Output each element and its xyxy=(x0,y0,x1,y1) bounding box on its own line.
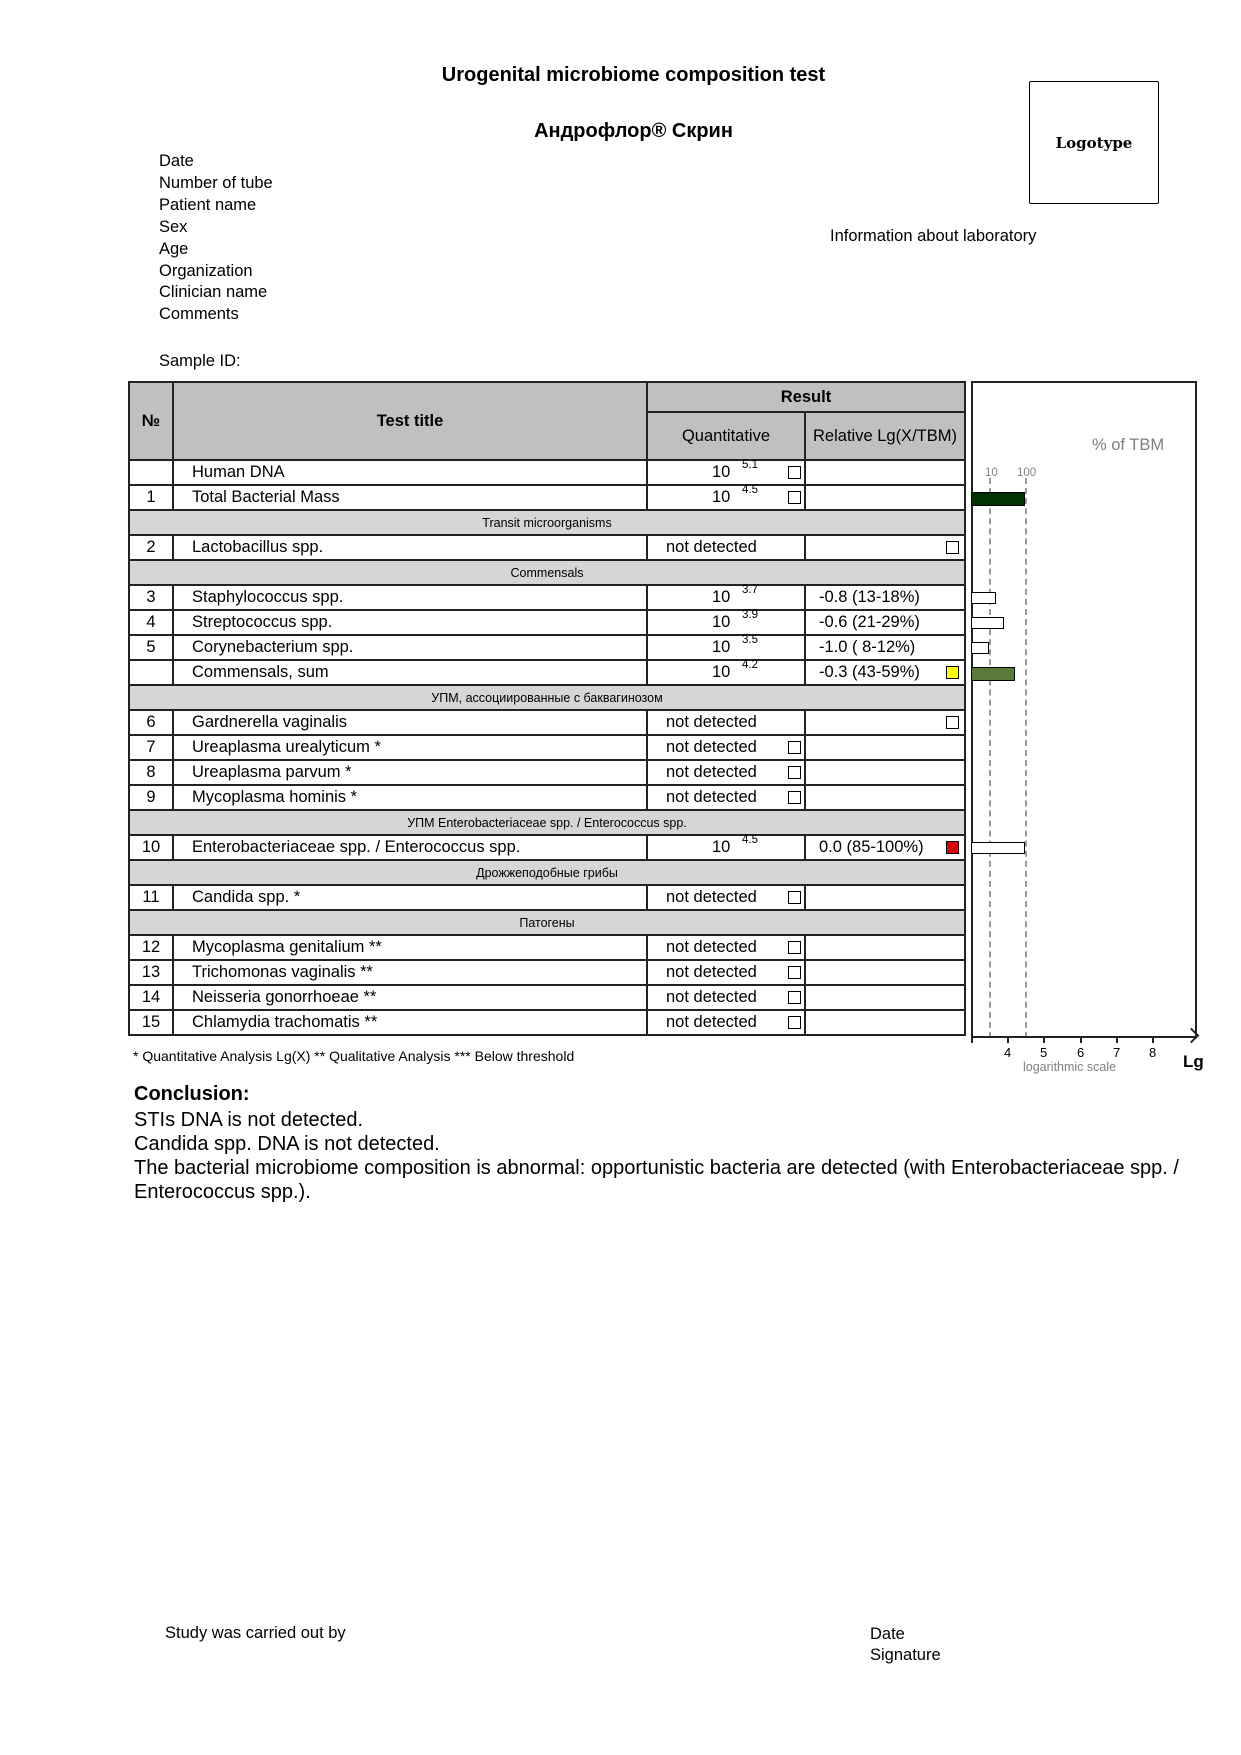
not-detected-text: not detected xyxy=(666,763,757,781)
quant-base: 10 xyxy=(712,663,731,681)
section-header: Transit microorganisms xyxy=(129,510,965,535)
relative-cell xyxy=(805,610,965,635)
signature-label: Signature xyxy=(870,1646,941,1664)
section-header: Дрожжеподобные грибы xyxy=(129,860,965,885)
sample-id-label: Sample ID: xyxy=(159,352,241,370)
test-name: Commensals, sum xyxy=(173,660,647,685)
row-number xyxy=(129,660,173,685)
quantitative-cell xyxy=(647,835,805,860)
table-row xyxy=(129,760,965,785)
col-header-number: № xyxy=(129,382,173,460)
status-checkbox-icon xyxy=(788,941,801,954)
quant-base: 10 xyxy=(712,488,731,506)
field-age: Age xyxy=(159,239,189,258)
ref-tick-10: 10 xyxy=(985,467,998,479)
status-checkbox-icon xyxy=(788,466,801,479)
chart-bar xyxy=(971,592,996,604)
chart-bar xyxy=(971,842,1025,854)
quantitative-cell xyxy=(647,760,805,785)
date-label: Date xyxy=(870,1625,905,1643)
x-tick xyxy=(971,1037,973,1043)
relative-cell xyxy=(805,985,965,1010)
test-name: Total Bacterial Mass xyxy=(173,485,647,510)
status-indicator-icon xyxy=(946,841,959,854)
quant-base: 10 xyxy=(712,838,731,856)
table-row xyxy=(129,635,965,660)
quant-exponent: 4.2 xyxy=(742,659,758,671)
col-header-relative: Relative Lg(X/TBM) xyxy=(805,412,965,460)
x-tick-label: 4 xyxy=(1004,1045,1012,1060)
row-number: 12 xyxy=(129,935,173,960)
lab-info: Information about laboratory xyxy=(830,227,1037,245)
row-number: 8 xyxy=(129,760,173,785)
relative-value: -0.6 (21-29%) xyxy=(819,613,920,631)
field-organization: Organization xyxy=(159,261,253,280)
relative-cell xyxy=(805,660,965,685)
section-header-row xyxy=(129,560,965,585)
test-name: Trichomonas vaginalis ** xyxy=(173,960,647,985)
not-detected-text: not detected xyxy=(666,788,757,806)
section-header-row xyxy=(129,810,965,835)
quant-exponent: 4.5 xyxy=(742,834,758,846)
quantitative-cell xyxy=(647,735,805,760)
quantitative-cell xyxy=(647,710,805,735)
status-checkbox-icon xyxy=(788,741,801,754)
table-row xyxy=(129,960,965,985)
relative-cell xyxy=(805,760,965,785)
row-number: 9 xyxy=(129,785,173,810)
ref-line-10 xyxy=(989,478,991,1038)
row-number: 14 xyxy=(129,985,173,1010)
test-name: Gardnerella vaginalis xyxy=(173,710,647,735)
not-detected-text: not detected xyxy=(666,538,757,556)
not-detected-text: not detected xyxy=(666,1013,757,1031)
quantitative-cell xyxy=(647,585,805,610)
quantitative-cell xyxy=(647,1010,805,1035)
not-detected-text: not detected xyxy=(666,888,757,906)
x-tick xyxy=(1007,1037,1009,1043)
x-tick xyxy=(1043,1037,1045,1043)
section-header-row xyxy=(129,685,965,710)
col-header-test-title: Test title xyxy=(173,382,647,460)
row-number: 4 xyxy=(129,610,173,635)
study-by-label: Study was carried out by xyxy=(165,1624,346,1642)
relative-cell xyxy=(805,635,965,660)
table-row xyxy=(129,660,965,685)
tbm-chart xyxy=(971,381,1197,1038)
test-name: Enterobacteriaceae spp. / Enterococcus spp. xyxy=(173,835,647,860)
status-checkbox-icon xyxy=(788,891,801,904)
section-header: Commensals xyxy=(129,560,965,585)
quant-exponent: 4.5 xyxy=(742,484,758,496)
relative-value: 0.0 (85-100%) xyxy=(819,838,924,856)
row-number: 15 xyxy=(129,1010,173,1035)
quant-base: 10 xyxy=(712,463,731,481)
status-checkbox-icon xyxy=(788,766,801,779)
quantitative-cell xyxy=(647,610,805,635)
status-checkbox-icon xyxy=(788,791,801,804)
quant-base: 10 xyxy=(712,638,731,656)
test-name: Neisseria gonorrhoeae ** xyxy=(173,985,647,1010)
test-name: Streptococcus spp. xyxy=(173,610,647,635)
quantitative-cell xyxy=(647,460,805,485)
ref-tick-100: 100 xyxy=(1017,467,1037,479)
test-name: Lactobacillus spp. xyxy=(173,535,647,560)
date-signature-block xyxy=(870,1624,941,1666)
report-subtitle: Андрофлор® Скрин xyxy=(534,120,733,142)
test-name: Chlamydia trachomatis ** xyxy=(173,1010,647,1035)
report-title: Urogenital microbiome composition test xyxy=(441,64,826,86)
row-number: 3 xyxy=(129,585,173,610)
conclusion-title: Conclusion: xyxy=(134,1083,250,1105)
section-header: УПМ Enterobacteriaceae spp. / Enterococcus spp. xyxy=(129,810,965,835)
table-row xyxy=(129,885,965,910)
row-number: 5 xyxy=(129,635,173,660)
relative-cell xyxy=(805,835,965,860)
section-header: Патогены xyxy=(129,910,965,935)
section-header: УПМ, ассоциированные с баквагинозом xyxy=(129,685,965,710)
test-name: Ureaplasma parvum * xyxy=(173,760,647,785)
chart-bar xyxy=(971,642,989,654)
test-name: Candida spp. * xyxy=(173,885,647,910)
relative-value: -1.0 ( 8-12%) xyxy=(819,638,916,656)
x-tick xyxy=(1080,1037,1082,1043)
field-comments: Comments xyxy=(159,305,239,324)
chart-bar xyxy=(971,667,1015,681)
table-row xyxy=(129,1010,965,1035)
field-tube-number: Number of tube xyxy=(159,173,273,192)
status-indicator-icon xyxy=(946,666,959,679)
row-number: 11 xyxy=(129,885,173,910)
ref-line-100 xyxy=(1025,478,1027,1038)
relative-cell xyxy=(805,535,965,560)
chart-title: % of TBM xyxy=(1092,436,1165,454)
quant-base: 10 xyxy=(712,613,731,631)
table-row xyxy=(129,535,965,560)
quant-exponent: 5.1 xyxy=(742,459,758,471)
results-body xyxy=(129,460,965,1035)
status-checkbox-icon xyxy=(788,1016,801,1029)
relative-value: -0.3 (43-59%) xyxy=(819,663,920,681)
col-header-quantitative: Quantitative xyxy=(647,412,805,460)
table-row xyxy=(129,460,965,485)
quantitative-cell xyxy=(647,885,805,910)
test-name: Ureaplasma urealyticum * xyxy=(173,735,647,760)
status-checkbox-icon xyxy=(788,491,801,504)
section-header-row xyxy=(129,510,965,535)
status-checkbox-icon xyxy=(788,991,801,1004)
relative-cell xyxy=(805,735,965,760)
table-row xyxy=(129,585,965,610)
not-detected-text: not detected xyxy=(666,938,757,956)
conclusion-line: The bacterial microbiome composition is abnormal: opportunistic bacteria are detected (with Enterobacteriaceae spp. / Enterococcus spp.). xyxy=(134,1157,1179,1203)
patient-info xyxy=(159,151,273,326)
not-detected-text: not detected xyxy=(666,713,757,731)
results-table xyxy=(128,381,966,1036)
not-detected-text: not detected xyxy=(666,963,757,981)
quant-exponent: 3.9 xyxy=(742,609,758,621)
test-name: Human DNA xyxy=(173,460,647,485)
conclusion-line: Candida spp. DNA is not detected. xyxy=(134,1133,440,1155)
footnote: * Quantitative Analysis Lg(X) ** Qualitative Analysis *** Below threshold xyxy=(133,1048,575,1064)
x-tick xyxy=(1152,1037,1154,1043)
quantitative-cell xyxy=(647,660,805,685)
row-number: 2 xyxy=(129,535,173,560)
quantitative-cell xyxy=(647,935,805,960)
quantitative-cell xyxy=(647,785,805,810)
logo-text: Logotype xyxy=(1055,133,1133,152)
test-name: Mycoplasma hominis * xyxy=(173,785,647,810)
chart-bar xyxy=(971,492,1025,506)
row-number: 1 xyxy=(129,485,173,510)
quantitative-cell xyxy=(647,485,805,510)
x-axis xyxy=(971,1036,1195,1038)
quantitative-cell xyxy=(647,635,805,660)
table-row xyxy=(129,485,965,510)
relative-cell xyxy=(805,585,965,610)
quant-exponent: 3.7 xyxy=(742,584,758,596)
x-tick-label: 5 xyxy=(1040,1045,1048,1060)
section-header-row xyxy=(129,860,965,885)
test-name: Staphylococcus spp. xyxy=(173,585,647,610)
quantitative-cell xyxy=(647,960,805,985)
conclusion-line: STIs DNA is not detected. xyxy=(134,1109,363,1131)
status-checkbox-icon xyxy=(788,966,801,979)
not-detected-text: not detected xyxy=(666,738,757,756)
table-row xyxy=(129,785,965,810)
quantitative-cell xyxy=(647,535,805,560)
section-header-row xyxy=(129,910,965,935)
row-number: 6 xyxy=(129,710,173,735)
axis-label: Lg xyxy=(1183,1052,1204,1071)
relative-cell xyxy=(805,935,965,960)
conclusion-text xyxy=(134,1108,1184,1204)
status-indicator-icon xyxy=(946,716,959,729)
quant-base: 10 xyxy=(712,588,731,606)
row-number: 13 xyxy=(129,960,173,985)
table-row xyxy=(129,835,965,860)
x-tick xyxy=(1116,1037,1118,1043)
x-tick-label: 8 xyxy=(1149,1045,1157,1060)
quantitative-cell xyxy=(647,985,805,1010)
field-date: Date xyxy=(159,152,194,170)
table-row xyxy=(129,610,965,635)
relative-cell xyxy=(805,1010,965,1035)
logo-placeholder xyxy=(1029,81,1159,204)
field-patient-name: Patient name xyxy=(159,195,257,214)
relative-cell xyxy=(805,485,965,510)
table-row xyxy=(129,735,965,760)
relative-cell xyxy=(805,710,965,735)
quant-exponent: 3.5 xyxy=(742,634,758,646)
col-header-result: Result xyxy=(647,382,965,412)
field-sex: Sex xyxy=(159,217,188,236)
x-tick-label: 6 xyxy=(1077,1045,1085,1060)
table-row xyxy=(129,985,965,1010)
table-row xyxy=(129,710,965,735)
chart-bar xyxy=(971,617,1004,629)
scale-label: logarithmic scale xyxy=(1023,1060,1117,1074)
relative-cell xyxy=(805,460,965,485)
status-indicator-icon xyxy=(946,541,959,554)
not-detected-text: not detected xyxy=(666,988,757,1006)
relative-cell xyxy=(805,785,965,810)
row-number: 7 xyxy=(129,735,173,760)
relative-cell xyxy=(805,960,965,985)
row-number xyxy=(129,460,173,485)
field-clinician: Clinician name xyxy=(159,283,268,302)
test-name: Corynebacterium spp. xyxy=(173,635,647,660)
test-name: Mycoplasma genitalium ** xyxy=(173,935,647,960)
relative-value: -0.8 (13-18%) xyxy=(819,588,920,606)
table-row xyxy=(129,935,965,960)
row-number: 10 xyxy=(129,835,173,860)
relative-cell xyxy=(805,885,965,910)
x-tick-label: 7 xyxy=(1113,1045,1121,1060)
